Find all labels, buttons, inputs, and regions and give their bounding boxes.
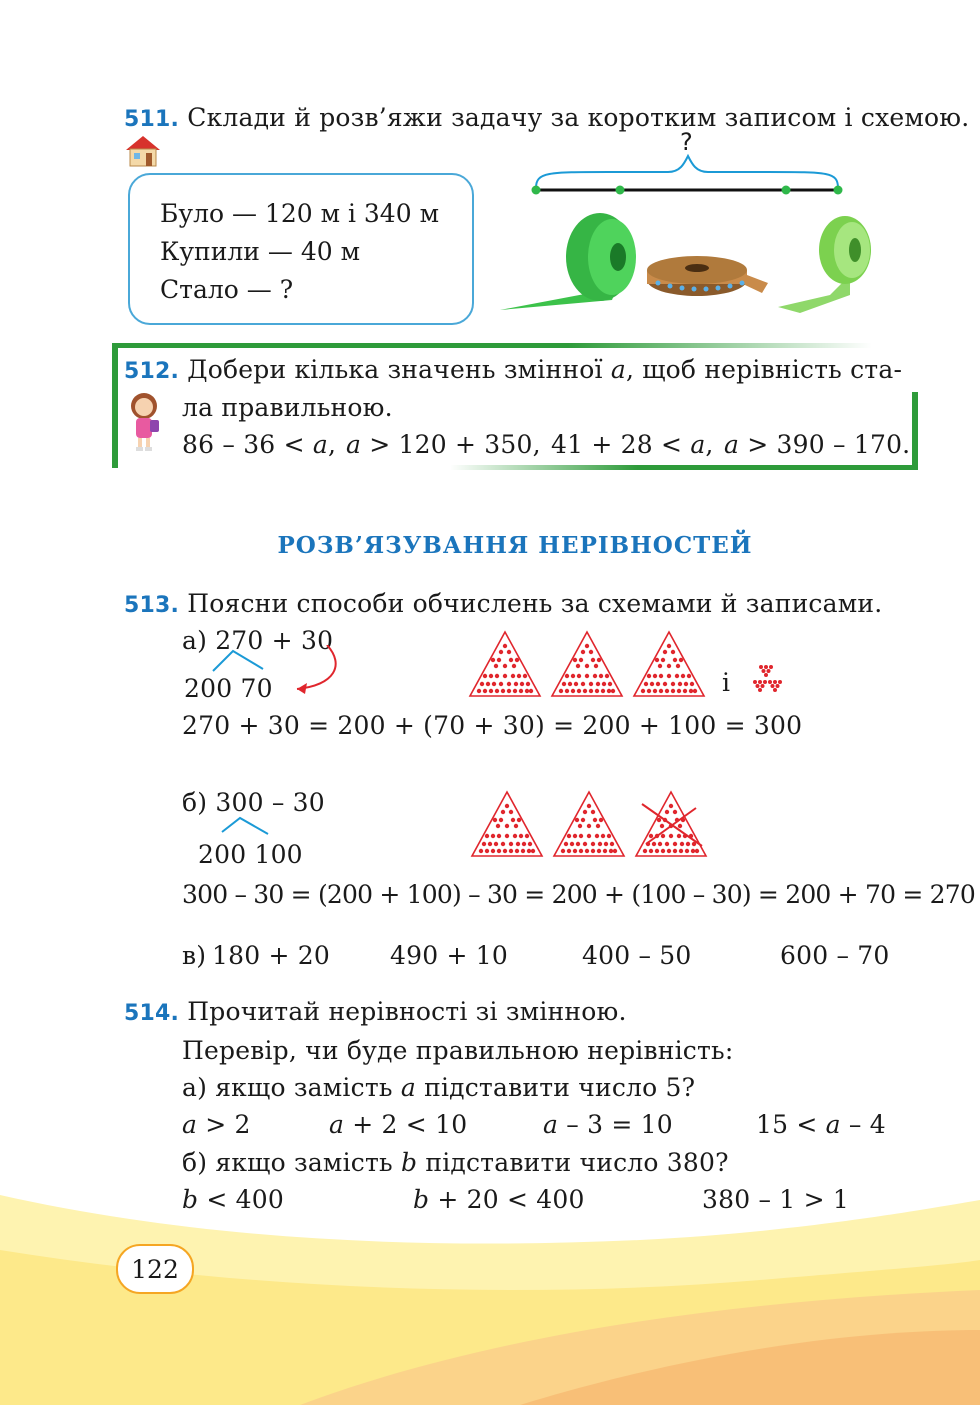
task-513-b-label: б) 300 – 30 (182, 788, 325, 817)
task-513-v-label: в) (182, 941, 207, 970)
variable: a (329, 1110, 345, 1139)
task-513-a-split: 200 70 (184, 674, 273, 703)
variable: b (413, 1185, 430, 1214)
triangles-group-b (470, 790, 720, 860)
question-text: підставити число 380? (417, 1148, 729, 1177)
task-512-line-1 (124, 355, 902, 387)
variable: a (825, 1110, 841, 1139)
variable: a (690, 430, 706, 459)
task-text: , щоб нерівність ста- (625, 355, 903, 384)
task-text: Прочитай нерівності зі змінною. (187, 997, 627, 1026)
expr-text: + 2 < 10 (344, 1110, 468, 1139)
record-line-1: Було — 120 м і 340 м (160, 199, 440, 228)
task-511-header (124, 103, 969, 135)
task-512-expr-2 (346, 430, 541, 460)
variable: a (724, 430, 740, 459)
task-514-a-question (182, 1073, 695, 1103)
task-513-header (124, 589, 882, 621)
task-513-v-item-3: 400 – 50 (582, 941, 692, 970)
triangles-group-a (468, 630, 788, 700)
segment-scheme (528, 150, 848, 200)
task-number: 511. (124, 107, 180, 132)
task-514-a-item-2 (329, 1110, 467, 1140)
task-513-b-equation: 300 – 30 = (200 + 100) – 30 = 200 + (100 – 30) = 200 + 70 = 270 (182, 880, 975, 909)
task-513-a-label: а) 270 + 30 (182, 626, 334, 655)
task-text: Поясни способи обчислень за схемами й записами. (187, 589, 883, 618)
task-512-line-2: ла правильною. (182, 393, 393, 422)
expr-text: 41 + 28 < (551, 430, 691, 459)
question-text: а) якщо замість (182, 1073, 401, 1102)
task-text: Склади й розв’яжи задачу за коротким записом і схемою. (187, 103, 970, 132)
expr-text: – 3 = 10 (558, 1110, 673, 1139)
expr-text: + 20 < 400 (429, 1185, 585, 1214)
expr-text: 380 – 1 > 1 (702, 1185, 849, 1214)
variable: a (400, 1073, 416, 1102)
task-text: Добери кілька значень змінної (187, 355, 611, 384)
short-record-box (128, 173, 474, 325)
task-514-b-item-2 (413, 1185, 585, 1215)
question-text: підставити число 5? (415, 1073, 696, 1102)
task-512-right-band (912, 392, 918, 470)
house-icon (124, 134, 162, 168)
and-word: і (722, 668, 731, 697)
variable: a (346, 430, 362, 459)
task-513-a-equation: 270 + 30 = 200 + (70 + 30) = 200 + 100 = 300 (182, 711, 803, 740)
task-513-v-item-4: 600 – 70 (780, 941, 890, 970)
task-514-a-item-4 (756, 1110, 886, 1140)
task-514-b-question (182, 1148, 729, 1178)
small-dot-triangles (752, 662, 784, 694)
task-512-expr-3 (551, 430, 714, 460)
variable: a (182, 1110, 198, 1139)
task-512-bottom-band (450, 465, 918, 470)
task-514-a-item-3 (543, 1110, 673, 1140)
variable: b (400, 1148, 418, 1177)
record-line-2: Купили — 40 м (160, 237, 361, 266)
expr-text: – 4 (840, 1110, 886, 1139)
expr-text: , (705, 430, 714, 459)
variable: a (543, 1110, 559, 1139)
page-number: 122 (116, 1244, 194, 1294)
task-number: 512. (124, 359, 180, 384)
section-title: РОЗВ’ЯЗУВАННЯ НЕРІВНОСТЕЙ (277, 532, 753, 559)
scheme-question-mark: ? (680, 128, 693, 156)
expr-text: > 390 – 170. (739, 430, 911, 459)
expr-text: 86 – 36 < (182, 430, 313, 459)
task-513-b-split: 200 100 (198, 840, 303, 869)
task-514-a-item-1 (182, 1110, 251, 1140)
ribbon-rolls-illustration (500, 205, 880, 320)
variable: a (312, 430, 328, 459)
task-513-v-item-1: 180 + 20 (212, 941, 330, 970)
task-512-left-band (112, 343, 118, 468)
record-line-3: Стало — ? (160, 275, 294, 304)
task-514-header (124, 997, 627, 1029)
task-number: 514. (124, 1001, 180, 1026)
task-514-b-item-3 (702, 1185, 849, 1215)
task-513-v-item-2: 490 + 10 (390, 941, 508, 970)
question-text: б) якщо замість (182, 1148, 401, 1177)
variable: b (182, 1185, 199, 1214)
expr-text: , (327, 430, 337, 459)
expr-text: < 400 (198, 1185, 284, 1214)
task-514-b-item-1 (182, 1185, 284, 1215)
task-512-expr-4 (724, 430, 910, 460)
task-512-top-band (112, 343, 872, 348)
girl-icon (126, 392, 162, 452)
expr-text: > 120 + 350, (361, 430, 541, 459)
task-number: 513. (124, 593, 180, 618)
task-512-expr-1 (182, 430, 336, 460)
decomposition-arrows-b (218, 812, 278, 842)
expr-text: > 2 (197, 1110, 251, 1139)
task-514-line-2: Перевір, чи буде правильною нерівність: (182, 1036, 734, 1065)
variable: a (610, 355, 626, 384)
expr-text: 15 < (756, 1110, 826, 1139)
